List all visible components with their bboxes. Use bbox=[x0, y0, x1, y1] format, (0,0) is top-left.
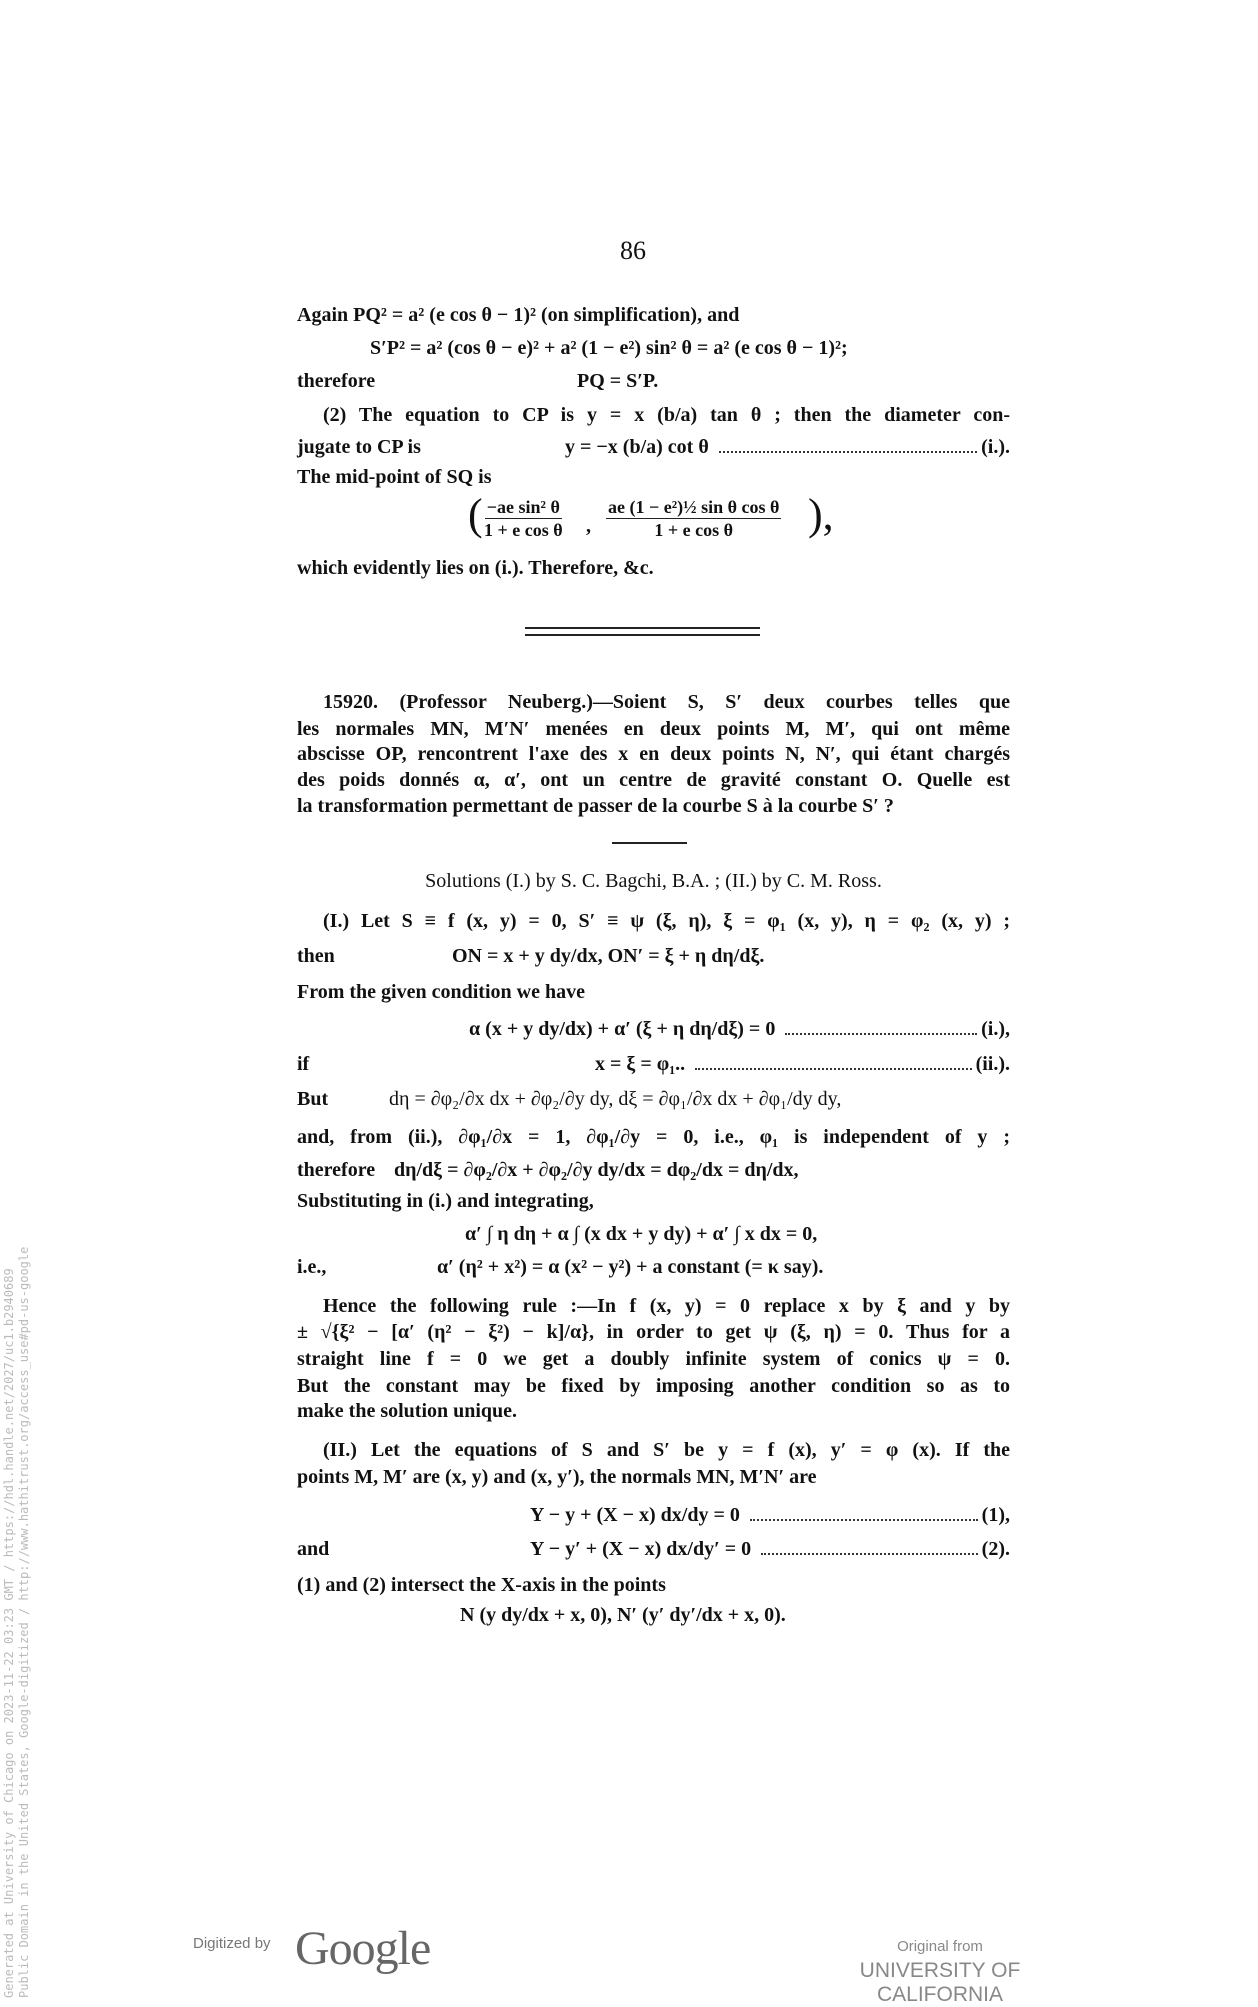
line-label: jugate to CP is bbox=[297, 436, 421, 458]
dot-leader bbox=[761, 1553, 978, 1555]
equation: PQ = S′P. bbox=[577, 370, 659, 392]
denominator: 1 + e cos θ bbox=[484, 520, 563, 540]
dot-leader bbox=[750, 1519, 978, 1521]
equation: ON = x + y dy/dx, ON′ = ξ + η dη/dξ. bbox=[452, 945, 765, 967]
watermark-line: Generated at University of Chicago on 2023-11-22 03:23 GMT / https://hdl.handle.net/2027/uc1.b2940689 bbox=[2, 1268, 16, 1998]
text-line: But the constant may be fixed by imposing another condition so as to bbox=[297, 1375, 1010, 1397]
comma: , bbox=[586, 515, 591, 537]
equation-tag: (i.), bbox=[981, 1018, 1010, 1040]
line-label: i.e., bbox=[297, 1256, 327, 1278]
equation: S′P² = a² (cos θ − e)² + a² (1 − e²) sin² θ = a² (e cos θ − 1)²; bbox=[370, 337, 848, 359]
equation-line bbox=[297, 1052, 1010, 1076]
digitized-by-label: Digitized by bbox=[193, 1935, 271, 1952]
text-line: Substituting in (i.) and integrating, bbox=[297, 1190, 594, 1212]
fraction bbox=[484, 496, 563, 541]
text-line: Again PQ² = a² (e cos θ − 1)² (on simplification), and bbox=[297, 304, 740, 326]
equation-tag: (1), bbox=[981, 1504, 1010, 1526]
equation: α (x + y dy/dx) + α′ (ξ + η dη/dξ) = 0 bbox=[469, 1018, 776, 1040]
dot-leader bbox=[785, 1033, 977, 1035]
equation: dη = ∂φ₂/∂x dx + ∂φ₂/∂y dy, dξ = ∂φ₁/∂x dx + ∂φ₁/dy dy, bbox=[389, 1088, 842, 1110]
original-from-label: Original from bbox=[897, 1938, 983, 1955]
text-line: straight line f = 0 we get a doubly infinite system of conics ψ = 0. bbox=[297, 1348, 1010, 1370]
text-line bbox=[297, 369, 1010, 393]
equation-line bbox=[297, 1158, 1010, 1182]
text-line: points M, M′ are (x, y) and (x, y′), the normals MN, M′N′ are bbox=[297, 1466, 817, 1488]
line-label: But bbox=[297, 1088, 329, 1110]
solutions-heading: Solutions (I.) by S. C. Bagchi, B.A. ; (II.) by C. M. Ross. bbox=[425, 870, 882, 892]
question-line: la transformation permettant de passer de la courbe S à la courbe S′ ? bbox=[297, 795, 894, 817]
denominator: 1 + e cos θ bbox=[654, 520, 734, 540]
text-line: (II.) Let the equations of S and S′ be y = f (x), y′ = φ (x). If the bbox=[323, 1439, 1010, 1461]
text-line: make the solution unique. bbox=[297, 1400, 518, 1422]
page-number: 86 bbox=[620, 236, 646, 265]
equation-line bbox=[297, 1087, 1010, 1111]
section-divider bbox=[525, 627, 760, 629]
text-line: (I.) Let S ≡ f (x, y) = 0, S′ ≡ ψ (ξ, η), ξ = φ₁ (x, y), η = φ₂ (x, y) ; bbox=[323, 910, 1010, 932]
text-line: (2) The equation to CP is y = x (b/a) tan θ ; then the diameter con- bbox=[323, 404, 1010, 426]
dot-leader bbox=[695, 1068, 971, 1070]
left-paren: ( bbox=[468, 490, 483, 539]
question-line: les normales MN, M′N′ menées en deux points M, M′, qui ont même bbox=[297, 718, 1010, 740]
right-paren: ), bbox=[808, 490, 834, 539]
text-line: which evidently lies on (i.). Therefore, &c. bbox=[297, 557, 654, 579]
fraction bbox=[606, 496, 781, 541]
google-logo: Google bbox=[295, 1922, 431, 1975]
line-label: and bbox=[297, 1538, 330, 1560]
equation-tag: (ii.). bbox=[975, 1053, 1010, 1075]
dot-leader bbox=[719, 451, 977, 453]
equation-line bbox=[297, 435, 1010, 459]
question-line: abscisse OP, rencontrent l'axe des x en deux points N, N′, qui étant chargés bbox=[297, 743, 1010, 765]
line-label: if bbox=[297, 1053, 310, 1075]
question-text: (Professor Neuberg.)—Soient S, S′ deux courbes telles que bbox=[399, 691, 1010, 713]
question-number: 15920. bbox=[323, 691, 378, 713]
equation-line bbox=[297, 944, 1010, 968]
text-line: Hence the following rule :—In f (x, y) = 0 replace x by ξ and y by bbox=[323, 1295, 1010, 1317]
equation-line bbox=[297, 1503, 1010, 1527]
equation: Y − y′ + (X − x) dx/dy′ = 0 bbox=[530, 1538, 752, 1560]
numerator: −ae sin² θ bbox=[486, 497, 560, 517]
question-line: des poids donnés α, α′, ont un centre de gravité constant O. Quelle est bbox=[297, 769, 1010, 791]
line-label: then bbox=[297, 945, 335, 967]
equation-tag: (2). bbox=[981, 1538, 1010, 1560]
original-from bbox=[800, 1938, 1080, 2007]
equation: α′ ∫ η dη + α ∫ (x dx + y dy) + α′ ∫ x dx = 0, bbox=[465, 1223, 818, 1245]
equation-tag: (i.). bbox=[981, 436, 1010, 458]
text-line: and, from (ii.), ∂φ₁/∂x = 1, ∂φ₁/∂y = 0, i.e., φ₁ is independent of y ; bbox=[297, 1126, 1010, 1148]
short-divider bbox=[612, 842, 687, 844]
text-line: From the given condition we have bbox=[297, 981, 585, 1003]
equation: x = ξ = φ₁.. bbox=[595, 1053, 686, 1075]
watermark-line: Public Domain in the United States, Google-digitized / http://www.hathitrust.org/access_use#pd-us-google bbox=[17, 1246, 31, 1998]
line-label: therefore bbox=[297, 1159, 376, 1181]
equation: dη/dξ = ∂φ₂/∂x + ∂φ₂/∂y dy/dx = dφ₂/dx = dη/dx, bbox=[394, 1159, 799, 1181]
line-label: therefore bbox=[297, 370, 376, 392]
watermark bbox=[2, 988, 32, 1998]
numerator: ae (1 − e²)½ sin θ cos θ bbox=[608, 497, 780, 517]
equation-line bbox=[297, 1537, 1010, 1561]
text-line: The mid-point of SQ is bbox=[297, 466, 492, 488]
equation-line bbox=[297, 1017, 1010, 1041]
equation-line bbox=[297, 1255, 1010, 1279]
institution-name: UNIVERSITY OF CALIFORNIA bbox=[859, 1959, 1021, 2006]
section-divider bbox=[525, 634, 760, 636]
text-line: (1) and (2) intersect the X-axis in the points bbox=[297, 1574, 666, 1596]
text-line: ± √{ξ² − [α′ (η² − ξ²) − k]/α}, in order to get ψ (ξ, η) = 0. Thus for a bbox=[297, 1321, 1010, 1343]
question-line bbox=[297, 690, 1010, 714]
equation: N (y dy/dx + x, 0), N′ (y′ dy′/dx + x, 0). bbox=[460, 1604, 786, 1626]
equation: α′ (η² + x²) = α (x² − y²) + a constant (= κ say). bbox=[437, 1256, 824, 1278]
equation: y = −x (b/a) cot θ bbox=[565, 436, 709, 458]
equation: Y − y + (X − x) dx/dy = 0 bbox=[530, 1504, 740, 1526]
